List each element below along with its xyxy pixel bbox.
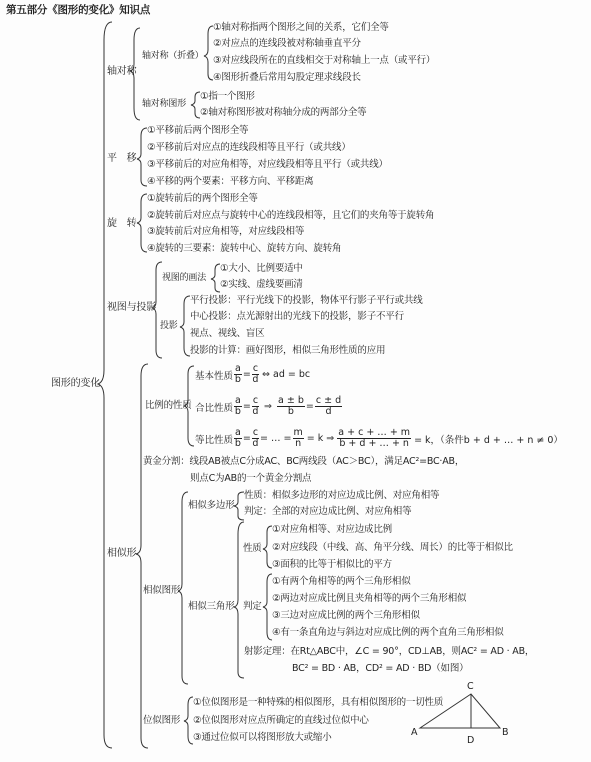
- homothety-item: ②位似图形对应点所确定的直线过位似中心: [193, 715, 369, 726]
- views-drawing-item: ②实线、虚线要画清: [220, 279, 303, 290]
- root-brace: [98, 22, 112, 748]
- projection-item: 视点、视线、盲区: [190, 328, 265, 339]
- ratio-label: 比例的性质: [145, 400, 192, 411]
- triangle-judge-label: 判定: [243, 601, 262, 612]
- triangle-point-c: C: [467, 681, 474, 692]
- translation-brace: [137, 128, 147, 186]
- axis-label: 轴对称: [107, 66, 137, 77]
- fraction-sum-d: $\frac{c \pm d}{d}$: [315, 395, 342, 417]
- triangle-prop-item: ②对应线段（中线、高、角平分线、周长）的比等于相似比: [272, 542, 513, 553]
- views-label: 视图与投影: [107, 302, 156, 313]
- axis-fold-label: 轴对称（折叠）: [142, 51, 204, 61]
- triangle-judge-item: ②两边对应成比例且夹角相等的两个三角形相似: [272, 593, 467, 604]
- axis-fold-item: ③对应线段所在的直线相交于对称轴上一点（或平行）: [213, 55, 436, 66]
- axis-figure-brace: [191, 92, 200, 118]
- fraction-c-d: $\frac{c}{d}$: [252, 427, 259, 449]
- equal-property-condition: = k，（条件b + d + … + n ≠ 0）: [414, 434, 563, 446]
- triangle-judge-item: ④有一条直角边与斜边对应成比例的两个直角三角形相似: [272, 627, 504, 638]
- basic-property-label: 基本性质: [195, 370, 234, 382]
- translation-item: ①平移前后两个图形全等: [147, 125, 249, 136]
- basic-property-row: 基本性质 $\frac{a}{b}$ = $\frac{c}{d}$ ⇔ ad = bc: [195, 363, 311, 385]
- similar-brace: [136, 364, 148, 748]
- polygon-label: 相似多边形: [188, 500, 235, 511]
- triangle-judge-item: ①有两个角相等的两个三角形相似: [272, 576, 411, 587]
- root-label: 图形的变化: [51, 378, 100, 389]
- translation-item: ③平移前后的对应角相等，对应线段相等且平行（或共线）: [147, 159, 388, 170]
- projection-item: 中心投影：点光源射出的光线下的投影，影子不平行: [190, 311, 404, 322]
- fraction-a-b: $\frac{a}{b}$: [234, 363, 241, 385]
- fraction-a-b: $\frac{a}{b}$: [234, 427, 241, 449]
- rotation-item: ①旋转前后的两个图形全等: [147, 193, 258, 204]
- translation-item: ②平移前后对应点的连线段相等且平行（或共线）: [147, 142, 351, 153]
- projection-theorem-line: 射影定理：在Rt△ABC中，∠C = 90°，CD⊥AB，则AC² = AD · AB，: [244, 646, 535, 657]
- fraction-c-d: $\frac{c}{d}$: [252, 363, 259, 385]
- triangle-prop-item: ③面积的比等于相似比的平方: [272, 559, 392, 570]
- homothety-item: ①位似图形是一种特殊的相似图形，具有相似图形的一切性质: [193, 697, 444, 708]
- similar-figure-label: 相似图形: [143, 585, 181, 596]
- rotation-label: 旋 转: [107, 218, 137, 229]
- golden-section-line: 黄金分割：线段AB被点C分成AC、BC两线段（AC＞BC），满足AC²=BC·AB，: [143, 456, 465, 467]
- projection-brace: [180, 296, 190, 356]
- translation-label: 平 移: [107, 153, 137, 164]
- rotation-item: ②旋转前后对应点与旋转中心的连线段相等，且它们的夹角等于旋转角: [147, 210, 435, 221]
- golden-section-line: 则点C为AB的一个黄金分割点: [190, 473, 312, 484]
- projection-item: 投影的计算：画好图形，相似三角形性质的应用: [190, 345, 386, 356]
- axis-fold-item: ②对应点的连线段被对称轴垂直平分: [213, 38, 361, 49]
- polygon-item: 性质：相似多边形的对应边成比例、对应角相等: [244, 490, 440, 501]
- polygon-brace: [234, 492, 244, 520]
- views-drawing-brace: [211, 264, 220, 292]
- projection-theorem-line: BC² = BD · AB，CD² = AD · BD（如图）: [292, 663, 469, 674]
- fraction-m-n: $\frac{m}{n}$: [293, 427, 303, 449]
- triangle-label: 相似三角形: [188, 601, 235, 612]
- basic-property-result: ⇔ ad = bc: [262, 369, 311, 380]
- triangle-judge-item: ③三边对应成比例的两个三角形相似: [272, 610, 420, 621]
- equal-property-row: 等比性质 $\frac{a}{b}$ = $\frac{c}{d}$ = … = $\frac{m}{n}$ = k ⇒ $\frac{a + c + \dots + m}{b + d + \dots + n}$ = k，（条件b + d + … + n ≠ 0）: [195, 427, 563, 449]
- fraction-sum-b: $\frac{a \pm b}{b}$: [278, 395, 304, 417]
- axis-fold-brace: [204, 26, 213, 80]
- triangle-prop-label: 性质: [243, 543, 262, 554]
- triangle-prop-item: ①对应角相等、对应边成比例: [272, 524, 392, 535]
- page-title: 第五部分《图形的变化》知识点: [6, 4, 151, 16]
- axis-fold-item: ①轴对称指两个图形之间的关系，它们全等: [213, 22, 389, 33]
- projection-item: 平行投影：平行光线下的投影，物体平行影子平行或共线: [190, 295, 423, 306]
- fraction-sum-all: $\frac{a + c + \dots + m}{b + d + \dots + n}$: [338, 427, 411, 449]
- rotation-item: ③旋转前后对应角相等，对应线段相等: [147, 226, 305, 237]
- rotation-brace: [137, 194, 147, 252]
- translation-item: ④平移的两个要素：平移方向、平移距离: [147, 176, 314, 187]
- axis-figure-item: ①指一个图形: [200, 91, 255, 102]
- axis-figure-item: ②轴对称图形被对称轴分成的两部分全等: [200, 107, 367, 118]
- projection-label: 投影: [160, 321, 178, 331]
- triangle-judge-brace: [263, 574, 272, 640]
- fraction-c-d: $\frac{c}{d}$: [252, 395, 259, 417]
- axis-fold-item: ④图形折叠后常用勾股定理求线段长: [213, 72, 361, 83]
- views-drawing-item: ①大小、比例要适中: [220, 263, 303, 274]
- sum-property-row: 合比性质 $\frac{a}{b}$ = $\frac{c}{d}$ ⇒ $\frac{a \pm b}{b}$ = $\frac{c \pm d}{d}$: [195, 395, 342, 417]
- fraction-a-b: $\frac{a}{b}$: [234, 395, 241, 417]
- axis-figure-label: 轴对称图形: [142, 99, 187, 109]
- homothety-item: ③通过位似可以将图形放大或缩小: [193, 732, 332, 743]
- homothety-label: 位似图形: [143, 715, 181, 726]
- similar-label: 相似形: [107, 548, 137, 559]
- triangle-point-a: A: [411, 727, 418, 738]
- equal-property-label: 等比性质: [195, 434, 234, 446]
- rotation-item: ④旋转的三要素：旋转中心、旋转方向、旋转角: [147, 243, 342, 254]
- triangle-point-d: D: [467, 735, 475, 746]
- homothety-brace: [184, 697, 193, 744]
- views-drawing-label: 视图的画法: [162, 273, 207, 283]
- triangle-prop-brace: [263, 526, 272, 568]
- sum-property-label: 合比性质: [195, 402, 234, 414]
- polygon-item: 判定：全部的对应边成比例、对应角相等: [244, 506, 412, 517]
- triangle-point-b: B: [502, 727, 509, 738]
